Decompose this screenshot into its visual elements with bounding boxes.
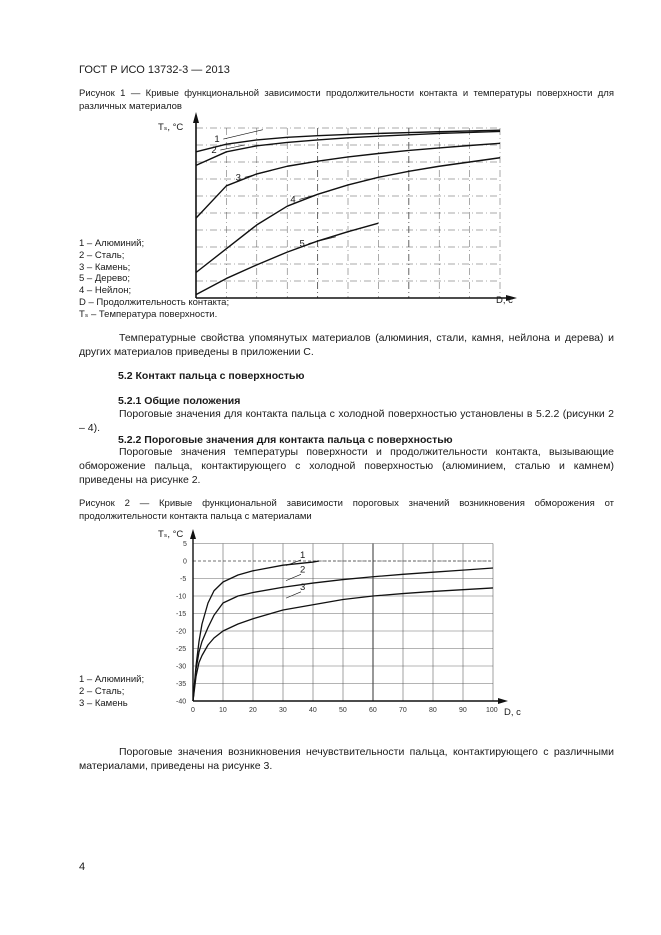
x-tick-label: 50 <box>339 707 347 714</box>
legend-item: 3 – Камень; <box>79 261 131 273</box>
x-tick-label: 10 <box>219 707 227 714</box>
figure1-y-axis-label: Tₛ, °C <box>158 122 184 133</box>
y-tick-label: -35 <box>176 681 187 688</box>
figure1-curve-label: 3 <box>235 172 241 184</box>
x-tick-label: 60 <box>369 707 377 714</box>
y-tick-label: -40 <box>176 698 187 706</box>
legend-item: 1 – Алюминий; <box>79 238 145 249</box>
figure2-y-arrow <box>190 529 196 539</box>
figure1-caption: Рисунок 1 — Кривые функциональной зависимости продолжительности контакта и температуры поверхности для различных материалов <box>79 88 614 112</box>
figure2-chart <box>150 525 530 725</box>
figure2-caption: Рисунок 2 — Кривые функциональной зависимости пороговых значений возникновения обморожения от продолжительности контакта пальца с материалами <box>79 498 614 522</box>
figure2-x-axis-label: D, c <box>504 707 521 718</box>
y-tick-label: -10 <box>176 593 187 601</box>
legend-item: 3 – Камень <box>79 697 128 709</box>
figure2-y-axis-label: Tₛ, °C <box>158 529 184 540</box>
legend-item: 5 – Дерево; <box>79 273 130 285</box>
x-tick-label: 40 <box>309 707 317 714</box>
paragraph-figure3-ref: Пороговые значения возникновения нечувствительности пальца, контактирующего с различными материалами, приведены на рисунке 3. <box>79 746 614 772</box>
figure2-x-arrow <box>498 698 508 704</box>
paragraph-materials: Температурные свойства упомянутых материалов (алюминия, стали, камня, нейлона и дерева) и других материалов приведены в приложении С. <box>79 332 614 358</box>
x-tick-label: 20 <box>249 707 257 714</box>
figure2-grid <box>193 544 493 702</box>
figure1-x-axis-label: D, c <box>496 295 513 306</box>
figure1-curve-label: 4 <box>290 194 296 206</box>
x-tick-label: 80 <box>429 707 437 714</box>
y-tick-label: -15 <box>176 611 187 618</box>
x-tick-label: 30 <box>279 707 287 714</box>
section-5-2-1-text: Пороговые значения для контакта пальца с холодной поверхностью установлены в 5.2.2 (рисунки 2 – 4). <box>79 408 614 434</box>
y-tick-label: 0 <box>183 558 187 566</box>
figure2-curve-leader <box>286 574 301 580</box>
y-tick-label: -30 <box>176 663 187 671</box>
figure2-legend <box>79 674 179 709</box>
x-tick-label: 70 <box>399 707 407 714</box>
section-5-2-2-text: Пороговые значения температуры поверхности и продолжительности контакта, вызывающие обморожение пальца, контактирующего с холодной поверхностью (алюминием, сталью и камнем) приведены на рисунке 2. <box>79 446 614 486</box>
document-header: ГОСТ Р ИСО 13732-3 — 2013 <box>79 64 230 76</box>
legend-item: 4 – Нейлон; <box>79 285 132 297</box>
y-tick-label: -25 <box>176 646 187 653</box>
legend-item: 1 – Алюминий; <box>79 674 145 685</box>
legend-item: 2 – Сталь; <box>79 249 125 261</box>
figure2-curve-label: 2 <box>300 564 306 576</box>
y-tick-label: -20 <box>176 628 187 636</box>
figure2-curve-label: 3 <box>300 581 306 593</box>
x-tick-label: 0 <box>191 707 195 714</box>
figure2-curve-label: 1 <box>300 549 306 561</box>
figure1-curve-label: 1 <box>214 134 220 146</box>
x-tick-label: 100 <box>486 707 498 714</box>
legend-item: Tₛ – Температура поверхности. <box>79 308 218 320</box>
figure1-legend <box>79 238 279 321</box>
y-tick-label: -5 <box>180 576 187 583</box>
figure1-curve-leader <box>299 191 329 200</box>
section-5-2-1-title: 5.2.1 Общие положения <box>118 395 241 407</box>
legend-item: 2 – Сталь; <box>79 685 125 697</box>
figure2-curve-leader <box>286 592 301 598</box>
legend-item: D – Продолжительность контакта; <box>79 296 230 308</box>
figure1-curve-leader <box>308 237 335 244</box>
section-5-2-title: 5.2 Контакт пальца с поверхностью <box>118 370 305 382</box>
figure1-curve-label: 2 <box>211 145 217 157</box>
y-tick-label: 5 <box>183 541 187 548</box>
section-5-2-2-title: 5.2.2 Пороговые значения для контакта пальца с поверхностью <box>118 434 453 446</box>
x-tick-label: 90 <box>459 707 467 714</box>
page-number: 4 <box>79 861 86 873</box>
figure1-curve-label: 5 <box>299 238 305 250</box>
figure1-y-arrow <box>193 112 199 123</box>
figure1-curve-leader <box>245 171 272 178</box>
